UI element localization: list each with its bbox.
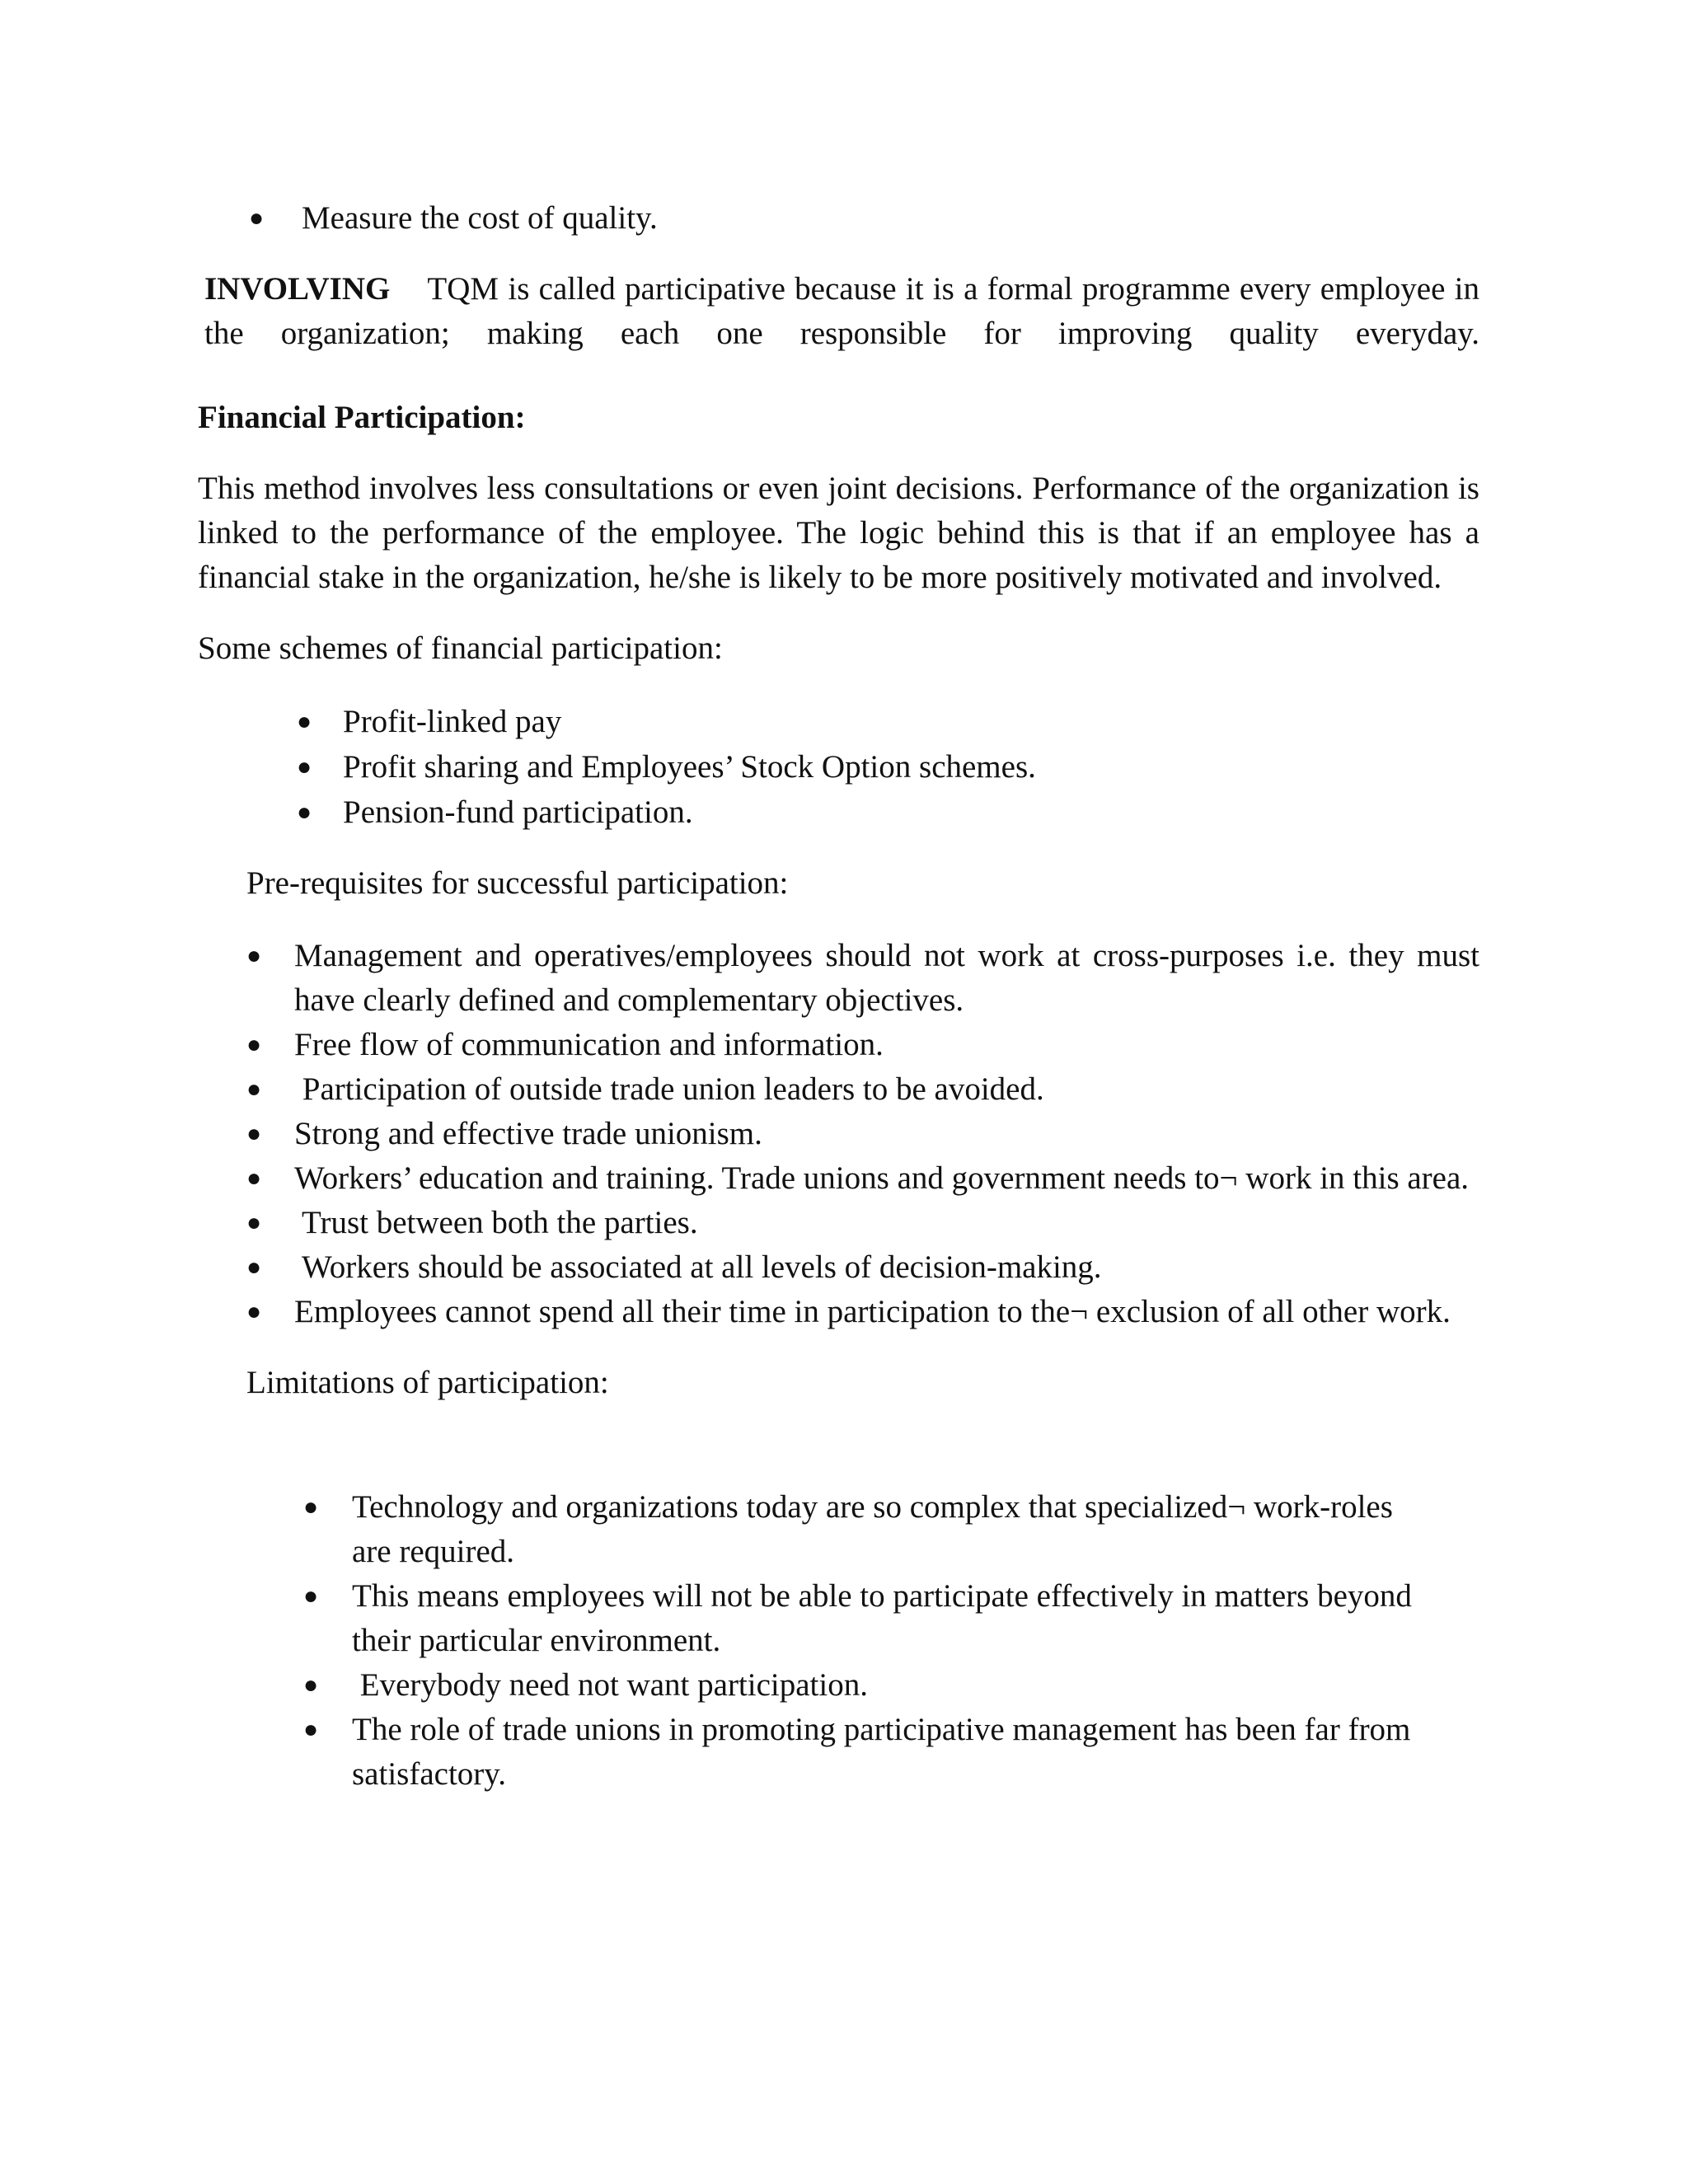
bullet-icon: ● — [246, 942, 262, 969]
bullet-icon: ● — [297, 799, 312, 826]
list-item: ● Free flow of communication and information. — [294, 1023, 1479, 1067]
list-item: ● Everybody need not want participation. — [352, 1663, 1479, 1708]
list-item: ● Trust between both the parties. — [294, 1201, 1479, 1245]
bullet-icon: ● — [303, 1493, 319, 1521]
list-item: ● Employees cannot spend all their time in participation to the¬ exclusion of all other work. — [294, 1290, 1479, 1334]
involving-label: INVOLVING — [204, 271, 391, 307]
bullet-icon: ● — [303, 1582, 319, 1610]
schemes-intro: Some schemes of financial participation: — [198, 630, 723, 666]
financial-paragraph: This method involves less consultations or even joint decisions. Performance of the organization is linked to the performance of the employee. The logic behind this is that if an employee has a financial stake in the organization, he/she is likely to be more positively motivated and involved. — [198, 471, 1479, 595]
prerequisites-intro: Pre-requisites for successful participation: — [246, 865, 789, 901]
bullet-icon: ● — [246, 1298, 262, 1325]
list-item: ● Profit-linked pay — [343, 699, 1479, 744]
bullet-icon: ● — [246, 1209, 262, 1236]
bullet-icon: ● — [249, 204, 265, 232]
involving-text: TQM is called participative because it is a formal programme every employee in the organization; making each one responsible for improving quality everyday. — [204, 271, 1480, 351]
list-item: ● This means employees will not be able to participate effectively in matters beyond their particular environment. — [352, 1574, 1479, 1663]
bullet-icon: ● — [303, 1716, 319, 1743]
bullet-icon: ● — [246, 1031, 262, 1058]
schemes-list — [198, 699, 1479, 835]
involving-paragraph — [198, 267, 1479, 356]
bullet-icon: ● — [297, 708, 312, 735]
financial-participation-heading: Financial Participation: — [198, 400, 526, 435]
bullet-icon: ● — [303, 1671, 319, 1699]
list-item: ● Workers’ education and training. Trade unions and government needs to¬ work in this area. — [294, 1156, 1479, 1201]
bullet-icon: ● — [246, 1076, 262, 1103]
list-item: ● The role of trade unions in promoting participative management has been far from satisfactory. — [352, 1708, 1479, 1797]
list-item: ● Technology and organizations today are so complex that specialized¬ work-roles are required. — [352, 1485, 1479, 1574]
prerequisites-list — [198, 934, 1479, 1334]
bullet-icon: ● — [297, 753, 312, 780]
list-item: ● Strong and effective trade unionism. — [294, 1112, 1479, 1156]
list-item: ● Management and operatives/employees should not work at cross-purposes i.e. they must have clearly defined and complementary objectives. — [294, 934, 1479, 1023]
list-item: ● Measure the cost of quality. — [302, 196, 1479, 241]
bullet-icon: ● — [246, 1165, 262, 1192]
list-item: ● Workers should be associated at all levels of decision-making. — [294, 1245, 1479, 1290]
list-item: ● Pension-fund participation. — [343, 790, 1479, 835]
bullet-icon: ● — [246, 1120, 262, 1147]
bullet-icon: ● — [246, 1254, 262, 1281]
limitations-list — [198, 1485, 1479, 1797]
list-item: ● Profit sharing and Employees’ Stock Option schemes. — [343, 744, 1479, 790]
limitations-intro: Limitations of participation: — [246, 1365, 609, 1400]
top-bullet-list — [198, 196, 1479, 241]
list-item: ● Participation of outside trade union leaders to be avoided. — [294, 1067, 1479, 1112]
